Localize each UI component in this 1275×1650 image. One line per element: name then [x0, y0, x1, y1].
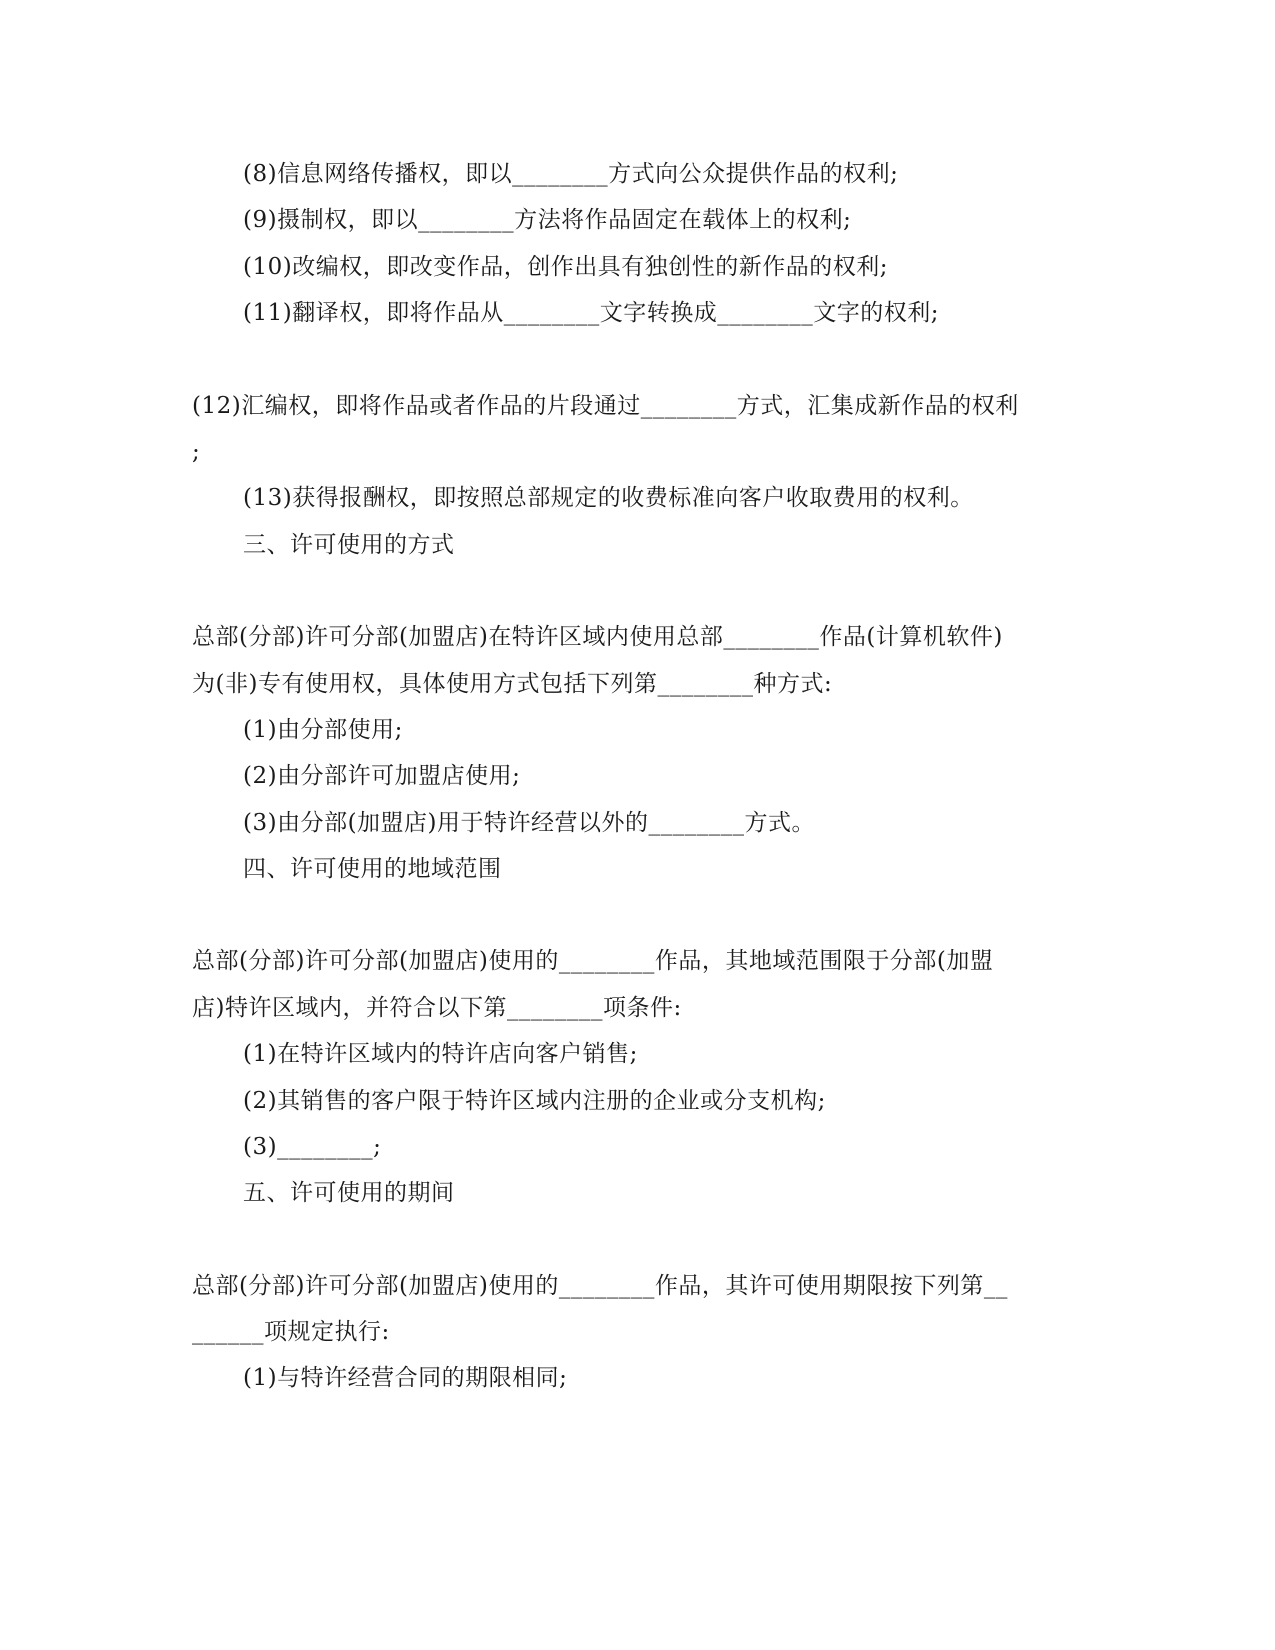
clause-9-filming-right: (9)摄制权，即以________方法将作品固定在载体上的权利; — [243, 207, 852, 233]
section-4-paragraph-line-1: 总部(分部)许可分部(加盟店)使用的________作品，其地域范围限于分部(加盟 — [192, 948, 994, 974]
section-3-item-2: (2)由分部许可加盟店使用; — [243, 763, 521, 789]
section-3-paragraph-line-2: 为(非)专有使用权，具体使用方式包括下列第________种方式: — [192, 671, 833, 697]
section-3-item-1: (1)由分部使用; — [243, 717, 403, 743]
clause-10-adaptation-right: (10)改编权，即改变作品，创作出具有独创性的新作品的权利; — [243, 254, 888, 280]
clause-12-continuation: ; — [192, 439, 201, 465]
section-4-paragraph-line-2: 店)特许区域内，并符合以下第________项条件: — [192, 995, 682, 1021]
section-3-paragraph-line-1: 总部(分部)许可分部(加盟店)在特许区域内使用总部________作品(计算机软件) — [192, 624, 1003, 650]
section-5-paragraph-line-2: ______项规定执行: — [192, 1319, 390, 1345]
clause-8-network-dissemination-right: (8)信息网络传播权，即以________方式向公众提供作品的权利; — [243, 161, 899, 187]
section-5-paragraph-line-1: 总部(分部)许可分部(加盟店)使用的________作品，其许可使用期限按下列第__ — [192, 1273, 1008, 1299]
section-4-item-3: (3)________; — [243, 1134, 382, 1160]
clause-13-remuneration-right: (13)获得报酬权，即按照总部规定的收费标准向客户收取费用的权利。 — [243, 485, 974, 511]
clause-11-translation-right: (11)翻译权，即将作品从________文字转换成________文字的权利; — [243, 300, 939, 326]
clause-12-compilation-right: (12)汇编权，即将作品或者作品的片段通过________方式，汇集成新作品的权利 — [192, 393, 1019, 419]
section-3-item-3: (3)由分部(加盟店)用于特许经营以外的________方式。 — [243, 810, 816, 836]
section-4-heading: 四、许可使用的地域范围 — [243, 856, 502, 882]
section-5-heading: 五、许可使用的期间 — [243, 1180, 455, 1206]
section-4-item-1: (1)在特许区域内的特许店向客户销售; — [243, 1041, 638, 1067]
section-3-heading: 三、许可使用的方式 — [243, 532, 455, 558]
section-5-item-1: (1)与特许经营合同的期限相同; — [243, 1365, 568, 1391]
section-4-item-2: (2)其销售的客户限于特许区域内注册的企业或分支机构; — [243, 1088, 826, 1114]
